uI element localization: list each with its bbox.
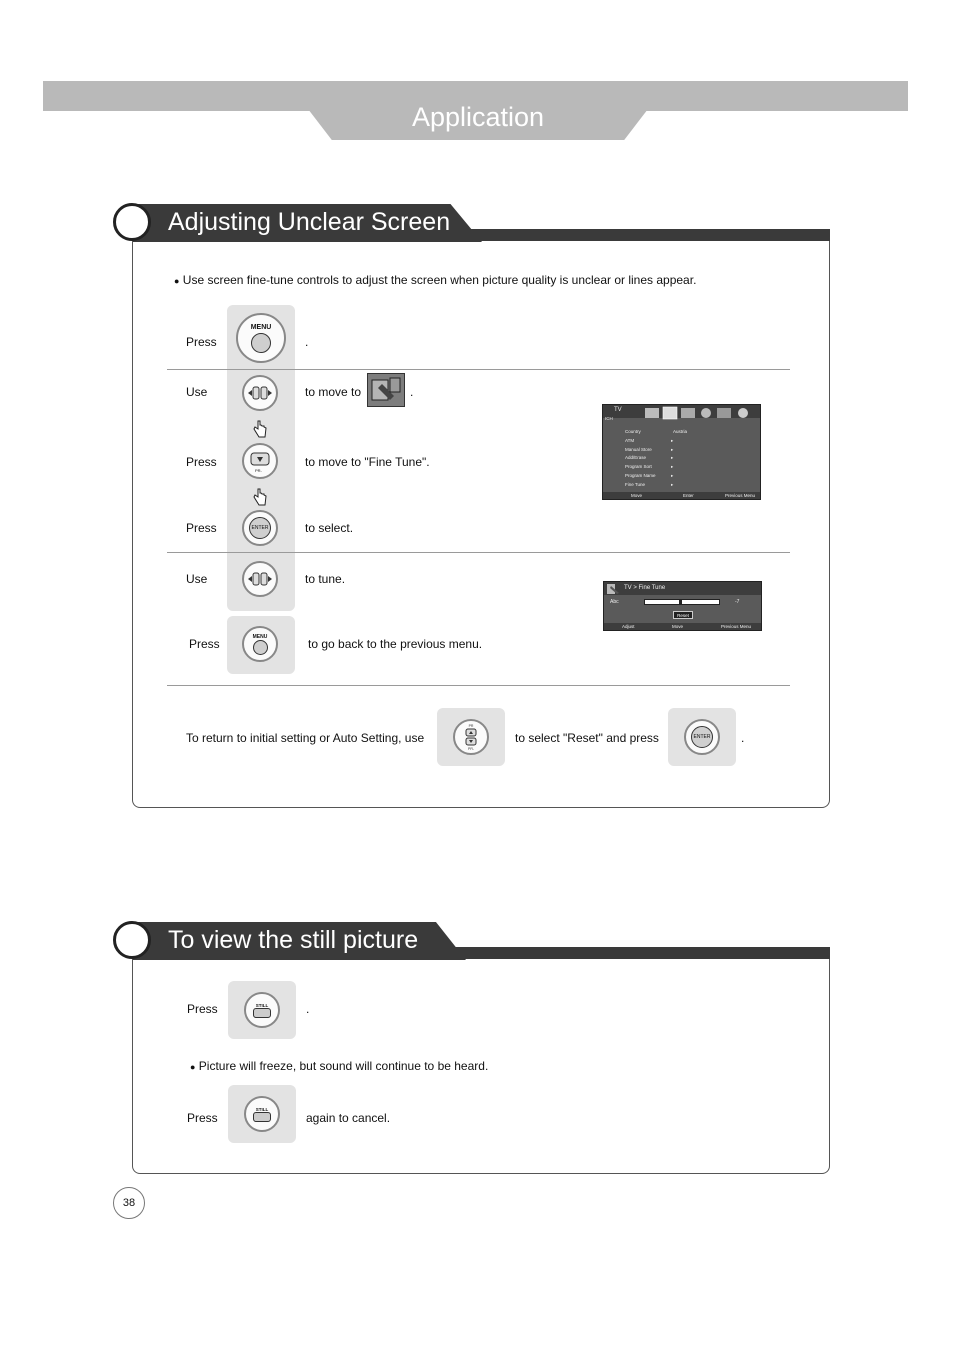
intro-bullet: Use screen fine-tune controls to adjust the screen when picture quality is unclear or lines appear. [182,273,697,287]
section-header-rule [470,229,830,241]
step6-tail: to go back to the previous menu. [308,637,483,651]
osd-footer-move: Move [631,493,643,498]
menu-button-knob [251,333,271,353]
reset-end: . [741,731,745,745]
enter-button[interactable] [684,719,720,755]
osd-arrow: ▸ [671,447,674,452]
down-button[interactable] [242,443,278,479]
osd-arrow: ▸ [671,464,674,469]
bullet-dot-icon: ● [174,276,180,286]
osd-menu-item: ATM [625,438,635,443]
section-title-adjust: Adjusting Unclear Screen [168,208,451,236]
still-bullet [190,1058,488,1075]
still-button[interactable] [244,992,280,1028]
osd-fine-crumb: TV > Fine Tune [624,585,666,591]
up-down-arrows-icon [463,723,479,751]
page-number: 38 [122,1197,136,1209]
setup-menu-icon [367,373,405,407]
step2-lead: Use [186,385,208,399]
step2-end: . [410,385,414,399]
osd-footer-enter: Enter [683,493,694,498]
step4-tail: to select. [305,521,354,535]
enter-button-knob [691,726,713,748]
step5-tail: to tune. [305,572,346,586]
still-button-label: STILL [255,1106,269,1112]
step2-tail: to move to [305,385,362,399]
enter-button-knob [249,517,271,539]
hand-pointer-icon [251,419,269,439]
osd-footer-previous: Previous Menu [721,624,752,629]
still-button[interactable] [244,1096,280,1132]
step1-tail: . [305,335,309,349]
menu-button[interactable] [236,313,286,363]
osd-footer-previous: Previous Menu [725,493,756,498]
osd-arrow: ▸ [671,438,674,443]
down-button-caption: PR- [467,747,475,751]
osd-menu-tab: TV [614,407,622,413]
step3-tail: to move to "Fine Tune". [305,455,430,469]
fine-tune-slider[interactable] [644,599,720,605]
still-button-key [253,1008,271,1018]
down-button-caption: PR- [255,468,262,473]
step5-lead: Use [186,572,208,586]
still-button-label: STILL [255,1002,269,1008]
osd-menu-item: Add/Erase [625,455,647,460]
enter-button-label: ENTER [693,734,711,740]
enter-button-label: ENTER [251,525,269,531]
osd-fine-value: -7 [735,599,740,605]
up-button-caption: PR [468,724,474,728]
osd-menu-icons [643,406,759,418]
osd-menu-item: Country [625,429,641,434]
page-title: Application [411,102,545,132]
osd-country-value: Austria [673,429,688,434]
left-right-button[interactable] [242,375,278,411]
bullet-text [174,272,696,289]
still-button-key [253,1112,271,1122]
bullet-dot-icon: ● [190,1062,196,1072]
osd-menu-channel: ICH [605,416,613,421]
section-bullet-circle [113,921,151,959]
osd-menu-item: Program Name [625,473,656,478]
menu-button-label: MENU [252,633,268,640]
still-step2-tail: again to cancel. [306,1111,391,1125]
enter-button[interactable] [242,510,278,546]
osd-fine-label: Abc [610,599,619,605]
osd-setup-menu [602,404,761,500]
osd-footer-move: Move [672,624,684,629]
hand-pointer-icon [251,487,269,507]
osd-footer-adjust: Adjust [622,624,635,629]
menu-button[interactable] [242,626,278,662]
page-number-badge [113,1187,145,1219]
left-right-arrows-icon [247,386,273,400]
menu-button-knob [253,640,268,655]
osd-arrow: ▸ [671,455,674,460]
still-step1-tail: . [306,1002,310,1016]
osd-menu-item: Manual Store [625,447,652,452]
fine-tune-slider-thumb[interactable] [679,599,682,605]
still-bullet-text: Picture will freeze, but sound will continue to be heard. [198,1059,489,1073]
osd-arrow: ▸ [671,473,674,478]
osd-menu-item: Fine Tune [625,482,646,487]
osd-reset-button[interactable] [673,611,693,619]
up-down-button[interactable] [453,719,489,755]
reset-mid: to select "Reset" and press [515,731,659,745]
section-title-still: To view the still picture [168,926,419,954]
reset-lead: To return to initial setting or Auto Setting, use [186,731,425,745]
left-right-arrows-icon [247,572,273,586]
osd-menu-item: Program Sort [625,464,652,469]
step3-lead: Press [186,455,217,469]
osd-reset-label: Reset [677,612,689,618]
step6-lead: Press [189,637,220,651]
still-step2-lead: Press [187,1111,218,1125]
divider-1 [167,369,790,370]
still-step1-lead: Press [187,1002,218,1016]
section-header-rule [455,947,830,959]
step1-lead: Press [186,335,217,349]
menu-button-label: MENU [250,323,272,331]
divider-3 [167,685,790,686]
divider-2 [167,552,790,553]
left-right-button[interactable] [242,561,278,597]
osd-arrow: ▸ [671,482,674,487]
step4-lead: Press [186,521,217,535]
section-bullet-circle [113,203,151,241]
setup-menu-icon [606,583,622,595]
osd-fine-tune [603,581,762,631]
